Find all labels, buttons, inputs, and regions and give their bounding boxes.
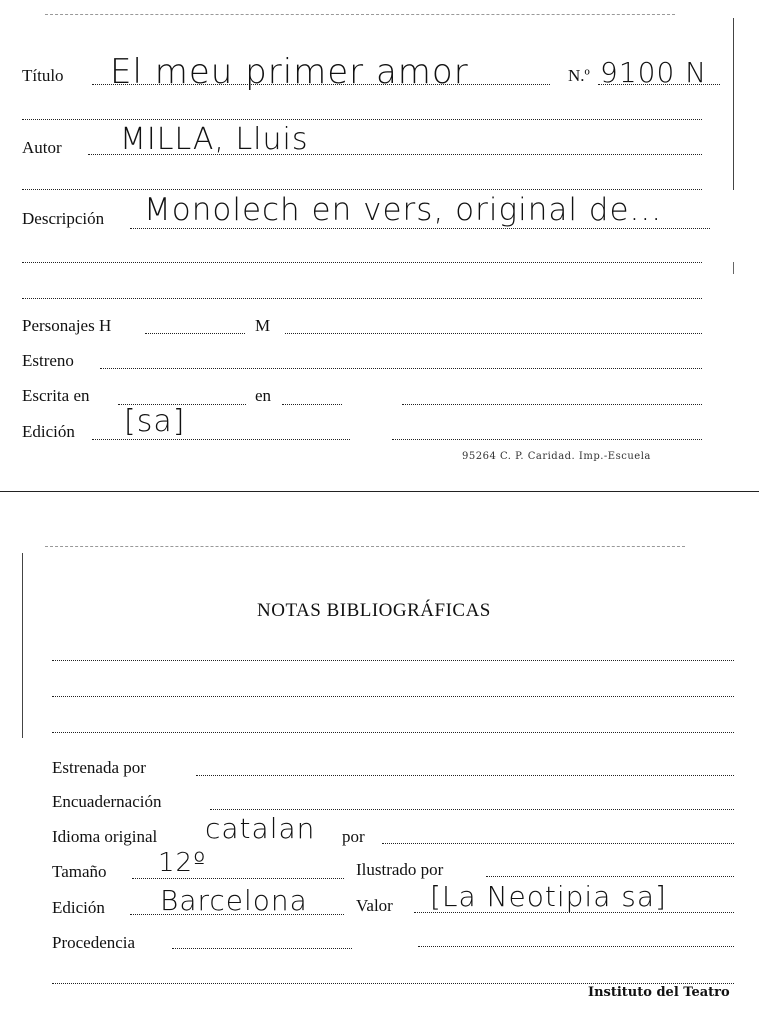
ilustrado-line [486,876,734,877]
edicion-value: [sa] [124,404,186,439]
margin-tick [733,262,734,274]
titulo-label: Título [22,66,64,85]
personajes-m-line [285,333,702,334]
valor-value: [La Neotipia sa] [430,880,667,913]
procedencia-extra-line [418,946,734,947]
estreno-line [100,368,702,369]
personajes-label: Personajes H [22,316,112,335]
autor-value: MILLA, Lluis [120,122,309,157]
numero-label: N.º [568,66,590,85]
edicion2-label: Edición [52,898,105,917]
idioma-label: Idioma original [52,827,158,846]
descripcion-extra-line-2 [22,298,702,299]
autor-label: Autor [22,138,62,157]
idioma-por-label: por [342,827,365,846]
notas-line-3 [52,732,734,733]
autor-extra-line [22,189,702,190]
encuadernacion-label: Encuadernación [52,792,162,811]
procedencia-line [172,948,352,949]
escrita-extra-line [402,404,702,405]
descripcion-value: Monolech en vers, original de... [144,192,663,228]
valor-label: Valor [356,896,393,915]
procedencia-label: Procedencia [52,933,136,952]
top-card-right-edge [733,18,734,190]
card-separator [0,491,759,492]
printer-note: 95264 C. P. Caridad. Imp.-Escuela [462,451,651,462]
bottom-card-left-edge [22,553,23,738]
idioma-value: catalan [205,812,316,845]
descripcion-label: Descripción [22,209,105,228]
personajes-h-line [145,333,245,334]
descripcion-line [130,228,710,229]
notas-line-2 [52,696,734,697]
personajes-m-label: M [255,316,271,335]
ilustrado-label: Ilustrado por [356,860,444,879]
edicion-line [92,439,350,440]
titulo-extra-line [22,119,702,120]
descripcion-extra-line-1 [22,262,702,263]
institution-name: Instituto del Teatro [588,985,730,1000]
encuadernacion-line [210,809,734,810]
estreno-label: Estreno [22,351,74,370]
escrita-label: Escrita en [22,386,90,405]
bottom-final-line [52,983,734,984]
numero-value: 9100 N [600,56,708,89]
notas-line-1 [52,660,734,661]
edicion2-value: Barcelona [160,884,308,917]
bottom-edge-dashes [45,546,685,547]
escrita-en-line [282,404,342,405]
titulo-value: El meu primer amor [110,52,469,92]
tamano-value: 12º [158,848,207,878]
edicion-extra-line [392,439,702,440]
edicion-label: Edición [22,422,75,441]
estrenada-label: Estrenada por [52,758,146,777]
notas-heading: NOTAS BIBLIOGRÁFICAS [257,600,491,621]
escrita-en-label: en [255,386,272,405]
tamano-line [132,878,344,879]
tamano-label: Tamaño [52,862,107,881]
estrenada-line [196,775,734,776]
top-edge-dashes [45,14,675,15]
idioma-por-line [382,843,734,844]
